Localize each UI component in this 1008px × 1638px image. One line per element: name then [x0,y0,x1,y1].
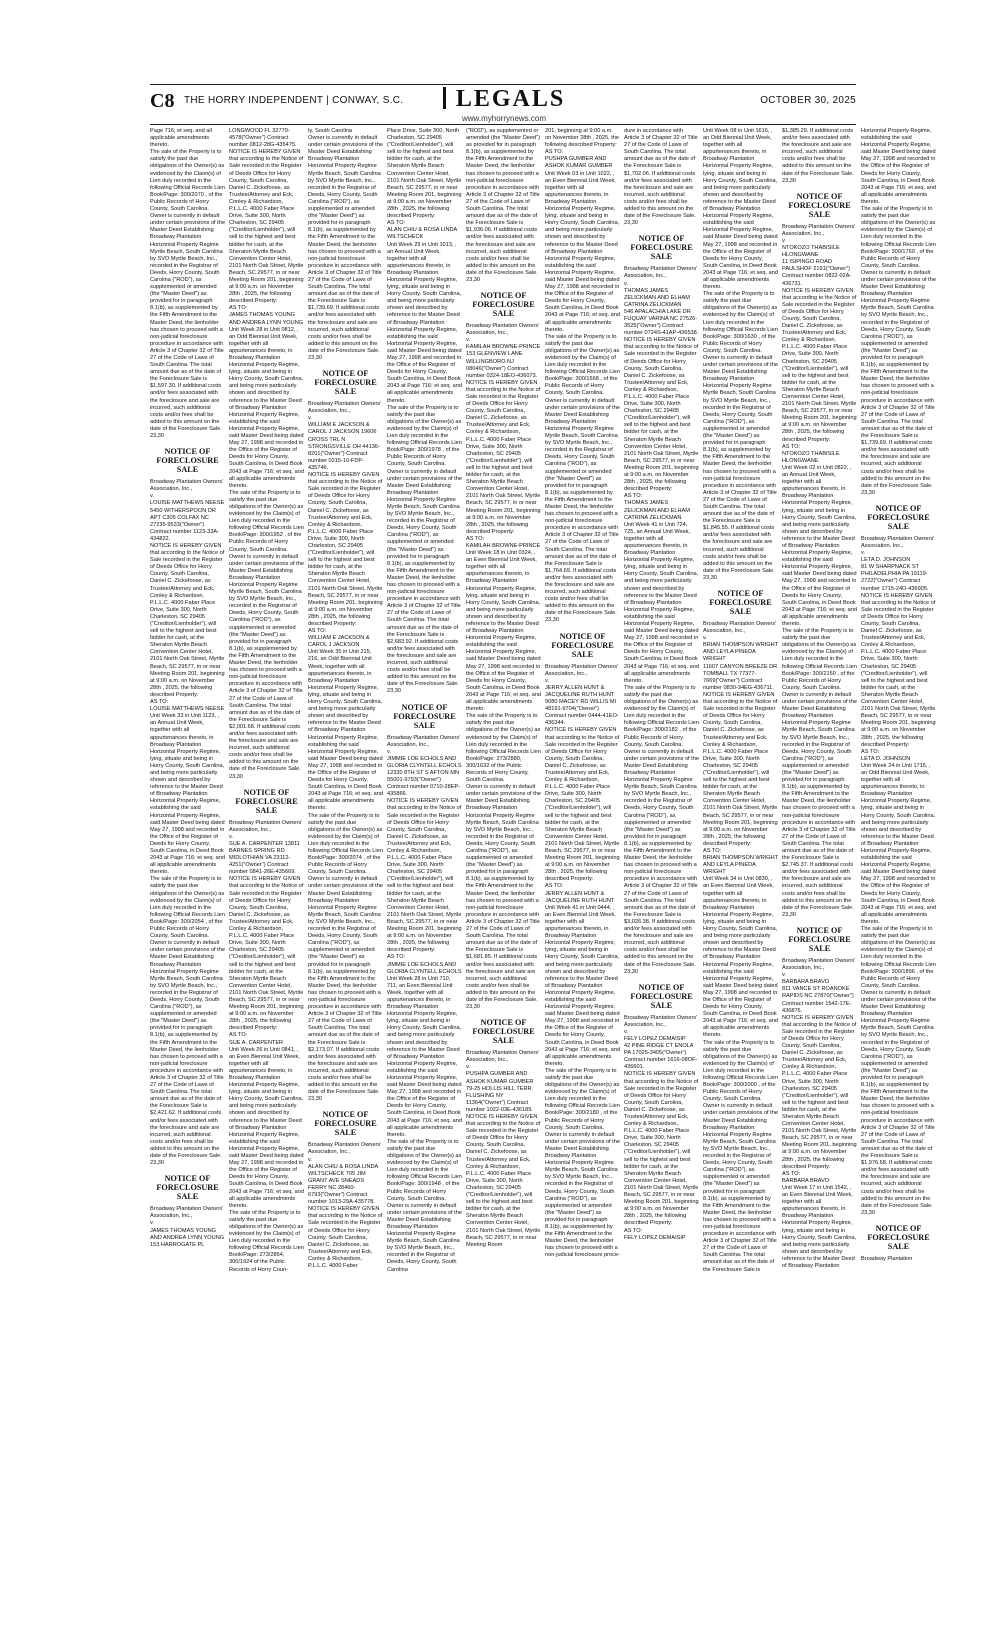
foreclosure-notice [861,1224,936,1263]
notice-title: NOTICE OF FORECLOSURE SALE [235,787,298,815]
notice-body: Broadway Plantation Owners' Association, Inc., v. WILLIAM E JACKSON & CAROL J JACKSON 19606 CROSS TRL N STRONGSVILLE OH 44136-8201("Owner") Contract number 0215-10-FDP-435746. NOTICE IS HEREBY GIVEN that according to the Notice of Sale recorded in the Register of Deeds Office for Horry County, South Carolina, Daniel C. Zickefoose, as Trustee/Attorney and Eck, Conley & Richardson, P.L.L.C. 4000 Faber Place Drive, Suite 300, North Charleston, SC 29405 ("Creditor/Lienholder"), will sell to the highest and best bidder for cash, at the Sheraton Myrtle Beach Convention Center Hotel, 2101 North Oak Street, Myrtle Beach, SC 29577, in or near Meeting Room 201, beginning at 9:00 a.m. on November 28th , 2025, the following described Property: AS TO: WILLIAM E JACKSON & CAROL J JACKSON Unit Week 35 in Unit 215, 216, an Odd Biennial Unit Week, together with all appurtenances thereto, in Broadway Plantation Horizontal Property Regime, lying, situate and being in Horry County, South Carolina, and being more particularly shown and described by reference to the Master Deed of Broadway Plantation Horizontal Property Regime, establishing the said Horizontal Property Regime, said Master Deed being dated May 27, 1998 and recorded in the Office of the Register of Deeds for Horry County, South Carolina, in Deed Book 2043 at Page 716; et seq. and all applicable amendments thereto. The sale of the Property is to satisfy the past due obligations of the Owner(s) as evidenced by the Claim(s) of Lien duly recorded in the following Official Records Lien Book/Page: 300/2074 , of the Public Records of Horry County, South Carolina. Owner is currently in default under certain provisions of the Master Deed Establishing Broadway Plantation Horizontal Property Regime Myrtle Beach, South Carolina by SVO Myrtle Beach, Inc., recorded in the Registrar of Deeds, Horry County, South Carolina ("ROD"), as supplemented or amended (the "Master Deed") as provided for in paragraph 8.1(b), as supplemented by the Fifth Amendment to the Master Deed, the lienholder has chosen to proceed with a non-judicial foreclosure procedure in accordance with Article 3 of Chapter 32 of Title 27 of the Code of Laws of South Carolina. The total amount due as of the date of the Foreclosure Sale is $2,173.07. If additional costs and/or fees associated with the foreclosure and sale are incurred, such additional costs and/or fees shall be added to this amount on the date of the Foreclosure Sale. 23,30 [308,401,383,1103]
foreclosure-notice [466,1018,541,1249]
section-title-wrap [0,86,1008,113]
notice-continuation: ("ROD"), as supplemented or amended (the "Master Deed") as provided for in paragraph 8.1(b), as supplemented by the Fifth Amendment to the Master Deed, the lienholder has chosen to proceed with a non-judicial foreclosure procedure in accordance with Article 3 of Chapter 32 of Title 27 of the Code of Laws of South Carolina. The total amount due as of the date of the Foreclosure Sale is $1,936.06. If additional costs and/or fees associated with the foreclosure and sale are incurred, such additional costs and/or fees shall be added to this amount on the date of the Foreclosure Sale. 23,30 [466,128,540,283]
notice-body: Broadway Plantation Owners' Association, Inc., v. ALAN CHIU & ROSA LINDA WILTSCHECK 705 JIM GRANT AVE SNEADS FERRY NC 28460-6793("Owner") Contract number 1013-29A-435778. NOTICE IS HEREBY GIVEN that according to the Notice of Sale recorded in the Register of Deeds Office for Horry County, South Carolina, Daniel C. Zickefoose, as Trustee/Attorney and Eck, Conley & Richardson, P.L.L.C. 4000 Faber [308,1142,383,1269]
page-number: C8 [150,90,175,112]
foreclosure-notice [624,983,699,1242]
notice-title: NOTICE OF FORECLOSURE SALE [630,234,693,262]
header-rule [150,124,856,125]
issue-date: OCTOBER 30, 2025 [760,95,856,106]
paper-name: THE HORRY INDEPENDENT | CONWAY, S.C. [184,95,404,106]
foreclosure-notice [624,234,699,975]
column-10 [861,128,936,1513]
notice-body: Broadway Plantation Owners' Association, Inc., v. BRIAN THOMPSON WRIGHT AND LEYLA PINEDA WRIGHT 11607 CANYON BREEZE DR TOMBALL TX 77377-7669("Owner") Contract number 0830-34EG-436711. NOTICE IS HEREBY GIVEN that according to the Notice of Sale recorded in the Register of Deeds Office for Horry County, South Carolina, Daniel C. Zickefoose, as Trustee/Attorney and Eck, Conley & Richardson, P.L.L.C. 4000 Faber Place Drive, Suite 300, North Charleston, SC 29405 ("Creditor/Lienholder"), will sell to the highest and best bidder for cash, at the Sheraton Myrtle Beach Convention Center Hotel, 2101 North Oak Street, Myrtle Beach, SC 29577, in or near Meeting Room 201, beginning at 9:00 a.m. on November 28th , 2025, the following described Property: AS TO: BRIAN THOMPSON WRIGHT AND LEYLA PINEDA WRIGHT Unit Week 34 in Unit 0830, , an Even Biennial Unit Week, together with all appurtenances thereto, in Broadway Plantation Horizontal Property Regime, lying, situate and being in Horry County, South Carolina, and being more particularly shown and described by reference to the Master Deed of Broadway Plantation Horizontal Property Regime, establishing the said Horizontal Property Regime, said Master Deed being dated May 27, 1998 and recorded in the Office of the Register of Deeds for Horry County, South Carolina, in Deed Book 2043 at Page 716; et seq. and all applicable amendments thereto. The sale of the Property is to satisfy the past due obligations of the Owner(s) as evidenced by the Claim(s) of Lien duly recorded in the following Official Records Lien Book/Page: 300/2000 , of the Public Records of Horry County, South Carolina. Owner is currently in default under certain provisions of the Master Deed Establishing Broadway Plantation Horizontal Property Regime Myrtle Beach, South Carolina by SVO Myrtle Beach, Inc., recorded in the Registrar of Deeds, Horry County, South Carolina ("ROD"), as supplemented or amended (the "Master Deed") as provided for in paragraph 8.1(b), as supplemented by the Fifth Amendment to the Master Deed, the lienholder has chosen to proceed with a non-judicial foreclosure procedure in accordance with Article 3 of Chapter 32 of Title 27 of the Code of Laws of South Carolina. The total amount due as of the date of the Foreclosure Sale is [703,621,779,1273]
column-3 [308,128,383,1513]
column-9 [782,128,857,1513]
foreclosure-notice [782,926,857,1270]
column-6 [545,128,620,1513]
column-2 [229,128,304,1513]
notice-title: NOTICE OF FORECLOSURE SALE [867,503,930,531]
notice-body: Broadway Plantation Owners' Association, Inc., v. JERRY ALLEN HUNT & JACQUELINE RUTH HUNT 9080 MACEY RD WILLIS MI 48191-9704("Owner") Contract number 0444-41EO-436344. NOTICE IS HEREBY GIVEN that according to the Notice of Sale recorded in the Register of Deeds Office for Horry County, South Carolina, Daniel C. Zickefoose, as Trustee/Attorney and Eck, Conley & Richardson, P.L.L.C. 4000 Faber Place Drive, Suite 300, North Charleston, SC 29405 ("Creditor/Lienholder"), will sell to the highest and best bidder for cash, at the Sheraton Myrtle Beach Convention Center Hotel, 2101 North Oak Street, Myrtle Beach, SC 29577, in or near Meeting Room 201, beginning at 9:00 a.m. on November 28th , 2025, the following described Property: AS TO: JERRY ALLEN HUNT & JACQUELINE RUTH HUNT Unit Week 41 in Unit 0444, , an Even Biennial Unit Week, together with all appurtenances thereto, in Broadway Plantation Horizontal Property Regime, lying, situate and being in Horry County, South Carolina, and being more particularly shown and described by reference to the Master Deed of Broadway Plantation Horizontal Property Regime, establishing the said Horizontal Property Regime, said Master Deed being dated May 27, 1998 and recorded in the Office of the Register of Deeds for Horry County, South Carolina, in Deed Book 2043 at Page 716; et seq. and all applicable amendments thereto. The sale of the Property is to satisfy the past due obligations of the Owner(s) as evidenced by the Claim(s) of Lien duly recorded in the following Official Records Lien Book/Page: 300/2180 , of the Public Records of Horry County, South Carolina. Owner is currently in default under certain provisions of the Master Deed Establishing Broadway Plantation Horizontal Property Regime Myrtle Beach, South Carolina by SVO Myrtle Beach, Inc., recorded in the Registrar of Deeds, Horry County, South Carolina ("ROD"), as supplemented or amended (the "Master Deed") as provided for in paragraph 8.1(b), as supplemented by the Fifth Amendment to the Master Deed, the lienholder has chosen to proceed with a non-judicial foreclosure proce- [545,663,620,1259]
website: www.myhorrynews.com [461,114,546,123]
notice-title: NOTICE OF FORECLOSURE SALE [630,982,693,1010]
notice-body: Broadway Plantation [861,1255,913,1262]
notice-continuation: 201, beginning at 9:00 a.m. on November 28th , 2025, the following described Property: AS TO: PUSHPA GUMBER AND ASHOK KUMAR GUMBER Unit Week 03 in Unit 1022, , an Even Biennial Unit Week, together with all appurtenances thereto, in Broadway Plantation Horizontal Property Regime, lying, situate and being in Horry County, South Carolina, and being more particularly shown and described by reference to the Master Deed of Broadway Plantation Horizontal Property Regime, establishing the said Horizontal Property Regime, said Master Deed being dated May 27, 1998 and recorded in the Office of the Register of Deeds for Horry County, South Carolina, in Deed Book 2043 at Page 716; et seq. and all applicable amendments thereto. The sale of the Property is to satisfy the past due obligations of the Owner(s) as evidenced by the Claim(s) of Lien duly recorded in the following Official Records Lien Book/Page: 300/1568 , of the Public Records of Horry County, South Carolina. Owner is currently in default under certain provisions of the Master Deed Establishing Broadway Plantation Horizontal Property Regime Myrtle Beach, South Carolina by SVO Myrtle Beach, Inc., recorded in the Registrar of Deeds, Horry County, South Carolina ("ROD"), as supplemented or amended (the "Master Deed") as provided for in paragraph 8.1(b), as supplemented by the Fifth Amendment to the Master Deed, the lienholder has chosen to proceed with a non-judicial foreclosure procedure in accordance with Article 3 of Chapter 32 of Title 27 of the Code of Laws of South Carolina. The total amount due as of the date of the Foreclosure Sale is $1,764.69. If additional costs and/or fees associated with the foreclosure and sale are incurred, such additional costs and/or fees shall be added to this amount on the date of the Foreclosure Sale. 23,30 [545,128,620,624]
notice-continuation: Place Drive, Suite 300, North Charleston, SC 29405 ("Creditor/Lienholder"), will sell to the highest and best bidder for cash, at the Sheraton Myrtle Beach Convention Center Hotel, 2101 North Oak Street, Myrtle Beach, SC 29577, in or near Meeting Room 201, beginning at 9:00 a.m. on November 28th , 2025, the following described Property: AS TO: ALAN CHIU & ROSA LINDA WILTSCHECK Unit Week 29 in Unit 1013, , an Annual Unit Week, together with all appurtenances thereto, in Broadway Plantation Horizontal Property Regime, lying, situate and being in Horry County, South Carolina, and being more particularly shown and described by reference to the Master Deed of Broadway Plantation Horizontal Property Regime, establishing the said Horizontal Property Regime, said Master Deed being dated May 27, 1998 and recorded in the Office of the Register of Deeds for Horry County, South Carolina, in Deed Book 2043 at Page 716; et seq. and all applicable amendments thereto. The sale of the Property is to satisfy the past due obligations of the Owner(s) as evidenced by the Claim(s) of Lien duly recorded in the following Official Records Lien Book/Page: 300/1978 , of the Public Records of Horry County, South Carolina. Owner is currently in default under certain provisions of the Master Deed Establishing Broadway Plantation Horizontal Property Regime Myrtle Beach, South Carolina by SVO Myrtle Beach, Inc., recorded in the Registrar of Deeds, Horry County, South Carolina ("ROD"), as supplemented or amended (the "Master Deed") as provided for in paragraph 8.1(b), as supplemented by the Fifth Amendment to the Master Deed, the lienholder has chosen to proceed with a non-judicial foreclosure procedure in accordance with Article 3 of Chapter 32 of Title 27 of the Code of Laws of South Carolina. The total amount due as of the date of the Foreclosure Sale is $2,683.92. If additional costs and/or fees associated with the foreclosure and sale are incurred, such additional costs and/or fees shall be added to this amount on the date of the Foreclosure Sale. 23,30 [387,128,462,695]
notice-body: Broadway Plantation Owners' Association, Inc., v. BARBARA BRAVO 811 VANCE ST ROANOKE RAPIDS NC 27870("Owner") Contract number 1542-17E-436876. NOTICE IS HEREBY GIVEN that according to the Notice of Sale recorded in the Register of Deeds Office for Horry County, South Carolina, Daniel C. Zickefoose, as Trustee/Attorney and Eck, Conley & Richardson, P.L.L.C. 4000 Faber Place Drive, Suite 300, North Charleston, SC 29405 ("Creditor/Lienholder"), will sell to the highest and best bidder for cash, at the Sheraton Myrtle Beach Convention Center Hotel, 2101 North Oak Street, Myrtle Beach, SC 29577, in or near Meeting Room 201, beginning at 9:00 a.m. on November 28th , 2025, the following described Property: AS TO: BARBARA BRAVO Unit Week 17 in Unit 1542, , an Even Biennial Unit Week, together with all appurtenances thereto, in Broadway Plantation Horizontal Property Regime, lying, situate and being in Horry County, South Carolina, and being more particularly shown and described by reference to the Master Deed of Broadway Plantation [782,957,857,1269]
notice-body: Broadway Plantation Owners' Association, Inc., v. FELY LOPEZ DEMAISIP 42 PINE RIDGE CT ENOLA PA 17025-3405("Owner") Contract number 1616-08OF-436601. NOTICE IS HEREBY GIVEN that according to the Notice of Sale recorded in the Register of Deeds Office for Horry County, South Carolina, Daniel C. Zickefoose, as Trustee/Attorney and Eck, Conley & Richardson, P.L.L.C. 4000 Faber Place Drive, Suite 300, North Charleston, SC 29405 ("Creditor/Lienholder"), will sell to the highest and best bidder for cash, at the Sheraton Myrtle Beach Convention Center Hotel, 2101 North Oak Street, Myrtle Beach, SC 29577, in or near Meeting Room 201, beginning at 9:00 a.m. on November 28th , 2025, the following described Property: AS TO: FELY LOPEZ DEMAISIP [624,1014,699,1241]
notice-body: Broadway Plantation Owners' Association, Inc., v. LETA D. JOHNSON 81 W SHARPNACK ST PHILADELPHIA PA 19119-2722("Owner") Contract number 1715-24O-436905. NOTICE IS HEREBY GIVEN that according to the Notice of Sale recorded in the Register of Deeds Office for Horry County, South Carolina, Daniel C. Zickefoose, as Trustee/Attorney and Eck, Conley & Richardson, P.L.L.C. 4000 Faber Place Drive, Suite 300, North Charleston, SC 29405 ("Creditor/Lienholder"), will sell to the highest and best bidder for cash, at the Sheraton Myrtle Beach Convention Center Hotel, 2101 North Oak Street, Myrtle Beach, SC 29577, in or near Meeting Room 201, beginning at 9:00 a.m. on November 28th , 2025, the following described Property: AS TO: LETA D. JOHNSON Unit Week 24 in Unit 1715, , an Odd Biennial Unit Week, together with all appurtenances thereto, in Broadway Plantation Horizontal Property Regime, lying, situate and being in Horry County, South Carolina, and being more particularly shown and described by reference to the Master Deed of Broadway Plantation Horizontal Property Regime, establishing the said Horizontal Property Regime, said Master Deed being dated May 27, 1998 and recorded in the Office of the Register of Deeds for Horry County, South Carolina, in Deed Book 2043 at Page 716; et seq. and all applicable amendments thereto. The sale of the Property is to satisfy the past due obligations of the Owner(s) as evidenced by the Claim(s) of Lien duly recorded in the following Official Records Lien Book/Page: 300/1896 , of the Public Records of Horry County, South Carolina. Owner is currently in default under certain provisions of the Master Deed Establishing Broadway Plantation Horizontal Property Regime Myrtle Beach, South Carolina by SVO Myrtle Beach, Inc., recorded in the Registrar of Deeds, Horry County, South Carolina ("ROD"), as supplemented or amended (the "Master Deed") as provided for in paragraph 8.1(b), as supplemented by the Fifth Amendment to the Master Deed, the lienholder has chosen to proceed with a non-judicial foreclosure procedure in accordance with Article 3 of Chapter 32 of Title 27 of the Code of Laws of South Carolina. The total amount due as of the date of the Foreclosure Sale is $1,976.68. If additional costs and/or fees associated with the foreclosure and sale are incurred, such additional costs and/or fees shall be added to this amount on the date of the Foreclosure Sale. 23,30 [861,535,936,1216]
notice-body: Broadway Plantation Owners' Association, Inc., v. NTOKOZO THABISILE HLONGWANE 11 ISIPINGO ROAD PAULSHOF 2191("Owner") Contract number 0822-02A-436731. NOTICE IS HEREBY GIVEN that according to the Notice of Sale recorded in the Register of Deeds Office for Horry County, South Carolina, Daniel C. Zickefoose, as Trustee/Attorney and Eck, Conley & Richardson, P.L.L.C. 4000 Faber Place Drive, Suite 300, North Charleston, SC 29405 ("Creditor/Lienholder"), will sell to the highest and best bidder for cash, at the Sheraton Myrtle Beach Convention Center Hotel, 2101 North Oak Street, Myrtle Beach, SC 29577, in or near Meeting Room 201, beginning at 9:00 a.m. on November 28th , 2025, the following described Property: AS TO: NTOKOZO THABISILE HLONGWANE Unit Week 02 in Unit 0822, , an Annual Unit Week, together with all appurtenances thereto, in Broadway Plantation Horizontal Property Regime, lying, situate and being in Horry County, South Carolina, and being more particularly shown and described by reference to the Master Deed of Broadway Plantation Horizontal Property Regime, establishing the said Horizontal Property Regime, said Master Deed being dated May 27, 1998 and recorded in the Office of the Register of Deeds for Horry County, South Carolina, in Deed Book 2043 at Page 716; et seq. and all applicable amendments thereto. The sale of the Property is to satisfy the past due obligations of the Owner(s) as evidenced by the Claim(s) of Lien duly recorded in the following Official Records Lien Book/Page: 300/2150 , of the Public Records of Horry County, South Carolina. Owner is currently in default under certain provisions of the Master Deed Establishing Broadway Plantation Horizontal Property Regime Myrtle Beach, South Carolina by SVO Myrtle Beach, Inc., recorded in the Registrar of Deeds, Horry County, South Carolina ("ROD"), as supplemented or amended (the "Master Deed") as provided for in paragraph 8.1(b), as supplemented by the Fifth Amendment to the Master Deed, the lienholder has chosen to proceed with a non-judicial foreclosure procedure in accordance with Article 3 of Chapter 32 of Title 27 of the Code of Laws of South Carolina. The total amount due as of the date of the Foreclosure Sale is $2,745.37. If additional costs and/or fees associated with the foreclosure and sale are incurred, such additional costs and/or fees shall be added to this amount on the date of the Foreclosure Sale. 23,30 [782,223,857,918]
notice-continuation: Unit Week 08 in Unit 1616, , an Odd Biennial Unit Week, together with all appurtenances thereto, in Broadway Plantation Horizontal Property Regime, lying, situate and being in Horry County, South Carolina, and being more particularly shown and described by reference to the Master Deed of Broadway Plantation Horizontal Property Regime, establishing the said Horizontal Property Regime, said Master Deed being dated May 27, 1998 and recorded in the Office of the Register of Deeds for Horry County, South Carolina, in Deed Book 2043 at Page 716; et seq. and all applicable amendments thereto. The sale of the Property is to satisfy the past due obligations of the Owner(s) as evidenced by the Claim(s) of Lien duly recorded in the following Official Records Lien Book/Page: 300/1630 , of the Public Records of Horry County, South Carolina. Owner is currently in default under certain provisions of the Master Deed Establishing Broadway Plantation Horizontal Property Regime Myrtle Beach, South Carolina by SVO Myrtle Beach, Inc., recorded in the Registrar of Deeds, Horry County, South Carolina ("ROD"), as supplemented or amended (the "Master Deed") as provided for in paragraph 8.1(b), as supplemented by the Fifth Amendment to the Master Deed, the lienholder has chosen to proceed with a non-judicial foreclosure procedure in accordance with Article 3 of Chapter 32 of Title 27 of the Code of Laws of South Carolina. The total amount due as of the date of the Foreclosure Sale is $1,845.55. If additional costs and/or fees associated with the foreclosure and sale are incurred, such additional costs and/or fees shall be added to this amount on the date of the Foreclosure Sale. 23,30 [703,128,778,581]
notice-body: Broadway Plantation Owners' Association, Inc., v. THOMAS JAMES ZELICKMAN AND ELHAM CATRINA ZELICKMAN 546 APALACHIA LAKE DR FUQUAY VARINA NC 27526-3525("Owner") Contract number 0724S-41AP-436538. NOTICE IS HEREBY GIVEN that according to the Notice of Sale recorded in the Register of Deeds Office for Horry County, South Carolina, Daniel C. Zickefoose, as Trustee/Attorney and Eck, Conley & Richardson, P.L.L.C. 4000 Faber Place Drive, Suite 300, North Charleston, SC 29405 ("Creditor/Lienholder"), will sell to the highest and best bidder for cash, at the Sheraton Myrtle Beach Convention Center Hotel, 2101 North Oak Street, Myrtle Beach, SC 29577, in or near Meeting Room 201, beginning at 9:00 a.m. on November 28th , 2025, the following described Property: AS TO: THOMAS JAMES ZELICKMAN AND ELHAM CATRINA ZELICKMAN Unit Week 41 in Unit 724, 725, an Annual Unit Week, together with all appurtenances thereto, in Broadway Plantation Horizontal Property Regime, lying, situate and being in Horry County, South Carolina, and being more particularly shown and described by reference to the Master Deed of Broadway Plantation Horizontal Property Regime, establishing the said Horizontal Property Regime, said Master Deed being dated May 27, 1998 and recorded in the Office of the Register of Deeds for Horry County, South Carolina, in Deed Book 2043 at Page 716; et seq. and all applicable amendments thereto. The sale of the Property is to satisfy the past due obligations of the Owner(s) as evidenced by the Claim(s) of Lien duly recorded in the following Official Records Lien Book/Page: 300/2182 , of the Public Records of Horry County, South Carolina. Owner is currently in default under certain provisions of the Master Deed Establishing Broadway Plantation Horizontal Property Regime Myrtle Beach, South Carolina by SVO Myrtle Beach, Inc., recorded in the Registrar of Deeds, Horry County, South Carolina ("ROD"), as supplemented or amended (the "Master Deed") as provided for in paragraph 8.1(b), as supplemented by the Fifth Amendment to the Master Deed, the lienholder has chosen to proceed with a non-judicial foreclosure procedure in accordance with Article 3 of Chapter 32 of Title 27 of the Code of Laws of South Carolina. The total amount due as of the date of the Foreclosure Sale is $3,026.38. If additional costs and/or fees associated with the foreclosure and sale are incurred, such additional costs and/or fees shall be added to this amount on the date of the Foreclosure Sale. 23,30 [624,266,699,975]
foreclosure-notice [545,632,620,1260]
notice-continuation: $1,385.29. If additional costs and/or fees associated with the foreclosure and sale are incurred, such additional costs and/or fees shall be added to this amount on the date of the Foreclosure Sale. 23,30 [782,128,854,184]
notice-body: Broadway Plantation Owners' Association, Inc., v. PUSHPA GUMBER AND ASHOK KUMAR GUMBER 79-25 HOLLIS HILL TERR. FLUSHING NY 11364("Owner") Contract number 1022-03E-436189. NOTICE IS HEREBY GIVEN that according to the Notice of Sale recorded in the Register of Deeds Office for Horry County, South Carolina, Daniel C. Zickefoose, as Trustee/Attorney and Eck, Conley & Richardson, P.L.L.C. 4000 Faber Place Drive, Suite 300, North Charleston, SC 29405 ("Creditor/Lienholder"), will sell to the highest and best bidder for cash, at the Sheraton Myrtle Beach Convention Center Hotel, 2101 North Oak Street, Myrtle Beach, SC 29577, in or near Meeting Room [466,1050,541,1248]
foreclosure-notice [150,1174,225,1249]
column-7 [624,128,699,1513]
notice-title: NOTICE OF FORECLOSURE SALE [314,1110,377,1138]
notice-body: Broadway Plantation Owners' Association, Inc., v. LOUISE MATTHEWS NEESE 5450 WITHERSPOON DR APT C305 COLFAX NC 27235-9533("Owner") Contract number 1123-33A-434822. NOTICE IS HEREBY GIVEN that according to the Notice of Sale recorded in the Register of Deeds Office for Horry County, South Carolina, Daniel C. Zickefoose, as Trustee/Attorney and Eck, Conley & Richardson, P.L.L.C. 4000 Faber Place Drive, Suite 300, North Charleston, SC 29405 ("Creditor/Lienholder"), will sell to the highest and best bidder for cash, at the Sheraton Myrtle Beach Convention Center Hotel, 2101 North Oak Street, Myrtle Beach, SC 29577, in or near Meeting Room 201, beginning at 9:00 a.m. on November 28th , 2025, the following described Property: AS TO: LOUISE MATTHEWS NEESE Unit Week 33 in Unit 1123, , an Annual Unit Week, together with all appurtenances thereto, in Broadway Plantation Horizontal Property Regime, lying, situate and being in Horry County, South Carolina, and being more particularly shown and described by reference to the Master Deed of Broadway Plantation Horizontal Property Regime, establishing the said Horizontal Property Regime, said Master Deed being dated May 27, 1998 and recorded in the Office of the Register of Deeds for Horry County, South Carolina, in Deed Book 2043 at Page 716; et seq. and all applicable amendments thereto. The sale of the Property is to satisfy the past due obligations of the Owner(s) as evidenced by the Claim(s) of Lien duly recorded in the following Official Records Lien Book/Page: 300/2054 , of the Public Records of Horry County, South Carolina. Owner is currently in default under certain provisions of the Master Deed Establishing Broadway Plantation Horizontal Property Regime Myrtle Beach, South Carolina by SVO Myrtle Beach, Inc., recorded in the Registrar of Deeds, Horry County, South Carolina ("ROD"), as supplemented or amended (the "Master Deed") as provided for in paragraph 8.1(b), as supplemented by the Fifth Amendment to the Master Deed, the lienholder has chosen to proceed with a non-judicial foreclosure procedure in accordance with Article 3 of Chapter 32 of Title 27 of the Code of Laws of South Carolina. The total amount due as of the date of the Foreclosure Sale is $2,421.62. If additional costs and/or fees associated with the foreclosure and sale are incurred, such additional costs and/or fees shall be added to this amount on the date of the Foreclosure Sale. 23,30 [150,479,225,1167]
notice-title: NOTICE OF FORECLOSURE SALE [156,1174,219,1202]
notice-title: NOTICE OF FORECLOSURE SALE [156,447,219,475]
notice-body: Broadway Plantation Owners' Association, Inc., v. JIMMIE LOE ECHOLS AND GLORIA CLYNTELL ECHOLS 12330 8TH ST S AFTON MN 55001-9793("Owner") Contract number 0710-28EP-435866. NOTICE IS HEREBY GIVEN that according to the Notice of Sale recorded in the Register of Deeds Office for Horry County, South Carolina, Daniel C. Zickefoose, as Trustee/Attorney and Eck, Conley & Richardson, P.L.L.C. 4000 Faber Place Drive, Suite 300, North Charleston, SC 29405 ("Creditor/Lienholder"), will sell to the highest and best bidder for cash, at the Sheraton Myrtle Beach Convention Center Hotel, 2101 North Oak Street, Myrtle Beach, SC 29577, in or near Meeting Room 201, beginning at 9:00 a.m. on November 28th , 2025, the following described Property: AS TO: JIMMIE LOE ECHOLS AND GLORIA CLYNTELL ECHOLS Unit Week 28 in Unit 710, 711, an Even Biennial Unit Week, together with all appurtenances thereto, in Broadway Plantation Horizontal Property Regime, lying, situate and being in Horry County, South Carolina, and being more particularly shown and described by reference to the Master Deed of Broadway Plantation Horizontal Property Regime, establishing the said Horizontal Property Regime, said Master Deed being dated May 27, 1998 and recorded in the Office of the Register of Deeds for Horry County, South Carolina, in Deed Book 2043 at Page 716; et seq. and all applicable amendments thereto. The sale of the Property is to satisfy the past due obligations of the Owner(s) as evidenced by the Claim(s) of Lien duly recorded in the following Official Records Lien Book/Page: 300/1948 , of the Public Records of Horry County, South Carolina. Owner is currently in default under certain provisions of the Master Deed Establishing Broadway Plantation Horizontal Property Regime Myrtle Beach, South Carolina by SVO Myrtle Beach, Inc., recorded in the Registrar of Deeds, Horry County, South Carolina [387,734,462,1273]
foreclosure-notice [229,788,304,1274]
notice-continuation: ty, South Carolina Owner is currently in default under certain provisions of the Master Deed Establishing Broadway Plantation Horizontal Property Regime Myrtle Beach, South Carolina by SVO Myrtle Beach, Inc., recorded in the Registrar of Deeds, Horry County, South Carolina ("ROD"), as supplemented or amended (the "Master Deed") as provided for in paragraph 8.1(b), as supplemented by the Fifth Amendment to the Master Deed, the lienholder has chosen to proceed with a non-judicial foreclosure procedure in accordance with Article 3 of Chapter 32 of Title 27 of the Code of Laws of South Carolina. The total amount due as of the date of the Foreclosure Sale is $1,739.69. If additional costs and/or fees associated with the foreclosure and sale are incurred, such additional costs and/or fees shall be added to this amount on the date of the Foreclosure Sale. 23,30 [308,128,383,361]
notice-title: NOTICE OF FORECLOSURE SALE [788,925,851,953]
foreclosure-notice [387,703,462,1274]
foreclosure-notice [308,1110,383,1270]
notice-title: NOTICE OF FORECLOSURE SALE [393,702,456,730]
notice-body: Broadway Plantation Owners' Association, Inc., v. KAMILAH BROWNE-PRINCE 153 GLENVIEW LANE WILLINGBORO NJ 08046("Owner") Contract number 0324-18EO-436073. NOTICE IS HEREBY GIVEN that according to the Notice of Sale recorded in the Register of Deeds Office for Horry County, South Carolina, Daniel C. Zickefoose, as Trustee/Attorney and Eck, Conley & Richardson, P.L.L.C. 4000 Faber Place Drive, Suite 300, North Charleston, SC 29405 ("Creditor/Lienholder"), will sell to the highest and best bidder for cash, at the Sheraton Myrtle Beach Convention Center Hotel, 2101 North Oak Street, Myrtle Beach, SC 29577, in or near Meeting Room 201, beginning at 9:00 a.m. on November 28th , 2025, the following described Property: AS TO: KAMILAH BROWNE-PRINCE Unit Week 18 in Unit 0324, , an Even Biennial Unit Week, together with all appurtenances thereto, in Broadway Plantation Horizontal Property Regime, lying, situate and being in Horry County, South Carolina, and being more particularly shown and described by reference to the Master Deed of Broadway Plantation Horizontal Property Regime, establishing the said Horizontal Property Regime, said Master Deed being dated May 27, 1998 and recorded in the Office of the Register of Deeds for Horry County, South Carolina, in Deed Book 2043 at Page 716; et seq. and all applicable amendments thereto. The sale of the Property is to satisfy the past due obligations of the Owner(s) as evidenced by the Claim(s) of Lien duly recorded in the following Official Records Lien Book/Page: 273/2880, 300/1632 of the Public Records of Horry County, South Carolina. Owner is currently in default under certain provisions of the Master Deed Establishing Broadway Plantation Horizontal Property Regime Myrtle Beach, South Carolina by SVO Myrtle Beach, Inc., recorded in the Registrar of Deeds, Horry County, South Carolina ("ROD"), as supplemented or amended (the "Master Deed") as provided for in paragraph 8.1(b), as supplemented by the Fifth Amendment to the Master Deed, the lienholder has chosen to proceed with a non-judicial foreclosure procedure in accordance with Article 3 of Chapter 32 of Title 27 of the Code of Laws of South Carolina. The total amount due as of the date of the Foreclosure Sale is $1,681.85. If additional costs and/or fees associated with the foreclosure and sale are incurred, such additional costs and/or fees shall be added to this amount on the date of the Foreclosure Sale. 23,30 [466,323,541,1011]
column-5 [466,128,541,1513]
foreclosure-notice [861,504,936,1217]
column-1 [150,128,225,1513]
foreclosure-notice [150,447,225,1167]
notice-body: Broadway Plantation Owners' Association, Inc., v. JAMES THOMAS YOUNG AND ANDREA LYNN YOUNG 153 HARROGATE PL [150,1206,225,1248]
column-4 [387,128,462,1513]
notice-body: Broadway Plantation Owners' Association, Inc., v. SUE A. CARPENTER 13811 BARNES SPRING RD MIDLOTHIAN VA 23112-4251("Owner") Contract number 0841-26E-435669. NOTICE IS HEREBY GIVEN that according to the Notice of Sale recorded in the Register of Deeds Office for Horry County, South Carolina, Daniel C. Zickefoose, as Trustee/Attorney and Eck, Conley & Richardson, P.L.L.C. 4000 Faber Place Drive, Suite 300, North Charleston, SC 29405 ("Creditor/Lienholder"), will sell to the highest and best bidder for cash, at the Sheraton Myrtle Beach Convention Center Hotel, 2101 North Oak Street, Myrtle Beach, SC 29577, in or near Meeting Room 201, beginning at 9:00 a.m. on November 28th , 2025, the following described Property: AS TO: SUE A. CARPENTER Unit Week 26 in Unit 0841, , an Even Biennial Unit Week, together with all appurtenances thereto, in Broadway Plantation Horizontal Property Regime, lying, situate and being in Horry County, South Carolina, and being more particularly shown and described by reference to the Master Deed of Broadway Plantation Horizontal Property Regime, establishing the said Horizontal Property Regime, said Master Deed being dated May 27, 1998 and recorded in the Office of the Register of Deeds for Horry County, South Carolina, in Deed Book 2043 at Page 716; et seq. and all applicable amendments thereto. The sale of the Property is to satisfy the past due obligations of the Owner(s) as evidenced by the Claim(s) of Lien duly recorded in the following Official Records Lien Book/Page: 273/2854, 300/1924 of the Public Records of Horry Coun- [229,819,304,1273]
section-title: LEGALS [455,86,566,112]
notice-title: NOTICE OF FORECLOSURE SALE [867,1223,930,1251]
foreclosure-notice [308,369,383,1103]
header-top-rule [150,84,856,85]
foreclosure-notice [703,589,778,1274]
notice-continuation: LONGWOOD FL 32779-4578("Owner") Contract number 0812-28G-435475. NOTICE IS HEREBY GIVEN that according to the Notice of Sale recorded in the Register of Deeds Office for Horry County, South Carolina, Daniel C. Zickefoose, as Trustee/Attorney and Eck, Conley & Richardson, P.L.L.C. 4000 Faber Place Drive, Suite 300, North Charleston, SC 29405 ("Creditor/Lienholder"), will sell to the highest and best bidder for cash, at the Sheraton Myrtle Beach Convention Center Hotel, 2101 North Oak Street, Myrtle Beach, SC 29577, in or near Meeting Room 201, beginning at 9:00 a.m. on November 28th , 2025, the following described Property: AS TO: JAMES THOMAS YOUNG AND ANDREA LYNN YOUNG Unit Week 28 in Unit 0812, , an Odd Biennial Unit Week, together with all appurtenances thereto, in Broadway Plantation Horizontal Property Regime, lying, situate and being in Horry County, South Carolina, and being more particularly shown and described by reference to the Master Deed of Broadway Plantation Horizontal Property Regime, establishing the said Horizontal Property Regime, said Master Deed being dated May 27, 1998 and recorded in the Office of the Register of Deeds for Horry County, South Carolina, in Deed Book 2043 at Page 716; et seq. and all applicable amendments thereto. The sale of the Property is to satisfy the past due obligations of the Owner(s) as evidenced by the Claim(s) of Lien duly recorded in the following Official Records Lien Book/Page: 300/1952 , of the Public Records of Horry County, South Carolina. Owner is currently in default under certain provisions of the Master Deed Establishing Broadway Plantation Horizontal Property Regime Myrtle Beach, South Carolina by SVO Myrtle Beach, Inc., recorded in the Registrar of Deeds, Horry County, South Carolina ("ROD"), as supplemented or amended (the "Master Deed") as provided for in paragraph 8.1(b), as supplemented by the Fifth Amendment to the Master Deed, the lienholder has chosen to proceed with a non-judicial foreclosure procedure in accordance with Article 3 of Chapter 32 of Title 27 of the Code of Laws of South Carolina. The total amount due as of the date of the Foreclosure Sale is $2,001.68. If additional costs and/or fees associated with the foreclosure and sale are incurred, such additional costs and/or fees shall be added to this amount on the date of the Foreclosure Sale. 23,30 [229,128,304,780]
notice-continuation: Page 716; et seq. and all applicable amendments thereto. The sale of the Property is to satisfy the past due obligations of the Owner(s) as evidenced by the Claim(s) of Lien duly recorded in the following Official Records Lien Book/Page: 300/2070 , of the Public Records of Horry County, South Carolina. Owner is currently in default under certain provisions of the Master Deed Establishing Broadway Plantation Horizontal Property Regime Myrtle Beach, South Carolina by SVO Myrtle Beach, Inc., recorded in the Registrar of Deeds, Horry County, South Carolina ("ROD"), as supplemented or amended (the "Master Deed") as provided for in paragraph 8.1(b), as supplemented by the Fifth Amendment to the Master Deed, the lienholder has chosen to proceed with a non-judicial foreclosure procedure in accordance with Article 3 of Chapter 32 of Title 27 of the Code of Laws of South Carolina. The total amount due as of the date of the Foreclosure Sale is $1,597.30. If additional costs and/or fees associated with the foreclosure and sale are incurred, such additional costs and/or fees shall be added to this amount on the date of the Foreclosure Sale. 23,30 [150,128,225,440]
notice-title: NOTICE OF FORECLOSURE SALE [472,291,535,319]
notice-title: NOTICE OF FORECLOSURE SALE [709,589,772,616]
notice-title: NOTICE OF FORECLOSURE SALE [551,631,614,659]
notice-title: NOTICE OF FORECLOSURE SALE [788,191,851,219]
notice-continuation: dure in accordance with Article 3 of Chapter 32 of Title 27 of the Code of Laws of South Carolina. The total amount due as of the date of the Foreclosure Sale is $1,702.06. If additional costs and/or fees associated with the foreclosure and sale are incurred, such additional costs and/or fees shall be added to this amount on the date of the Foreclosure Sale. 23,30 [624,128,698,227]
foreclosure-notice [466,291,541,1011]
notice-title: NOTICE OF FORECLOSURE SALE [314,369,377,397]
legal-columns [150,128,936,1513]
notice-title: NOTICE OF FORECLOSURE SALE [472,1018,535,1046]
column-8 [703,128,778,1513]
foreclosure-notice [782,192,857,919]
notice-continuation: Horizontal Property Regime, establishing the said Horizontal Property Regime, said Master Deed being dated May 27, 1998 and recorded in the Office of the Register of Deeds for Horry County, South Carolina, in Deed Book 2043 at Page 716; et seq. and all applicable amendments thereto. The sale of the Property is to satisfy the past due obligations of the Owner(s) as evidenced by the Claim(s) of Lien duly recorded in the following Official Records Lien Book/Page: 300/1760 , of the Public Records of Horry County, South Carolina. Owner is currently in default under certain provisions of the Master Deed Establishing Broadway Plantation Horizontal Property Regime Myrtle Beach, South Carolina by SVO Myrtle Beach, Inc., recorded in the Registrar of Deeds, Horry County, South Carolina ("ROD"), as supplemented or amended (the "Master Deed") as provided for in paragraph 8.1(b), as supplemented by the Fifth Amendment to the Master Deed, the lienholder has chosen to proceed with a non-judicial foreclosure procedure in accordance with Article 3 of Chapter 32 of Title 27 of the Code of Laws of South Carolina. The total amount due as of the date of the Foreclosure Sale is $1,739.69. If additional costs and/or fees associated with the foreclosure and sale are incurred, such additional costs and/or fees shall be added to this amount on the date of the Foreclosure Sale. 23,30 [861,128,936,496]
section-bar-icon [443,87,446,109]
